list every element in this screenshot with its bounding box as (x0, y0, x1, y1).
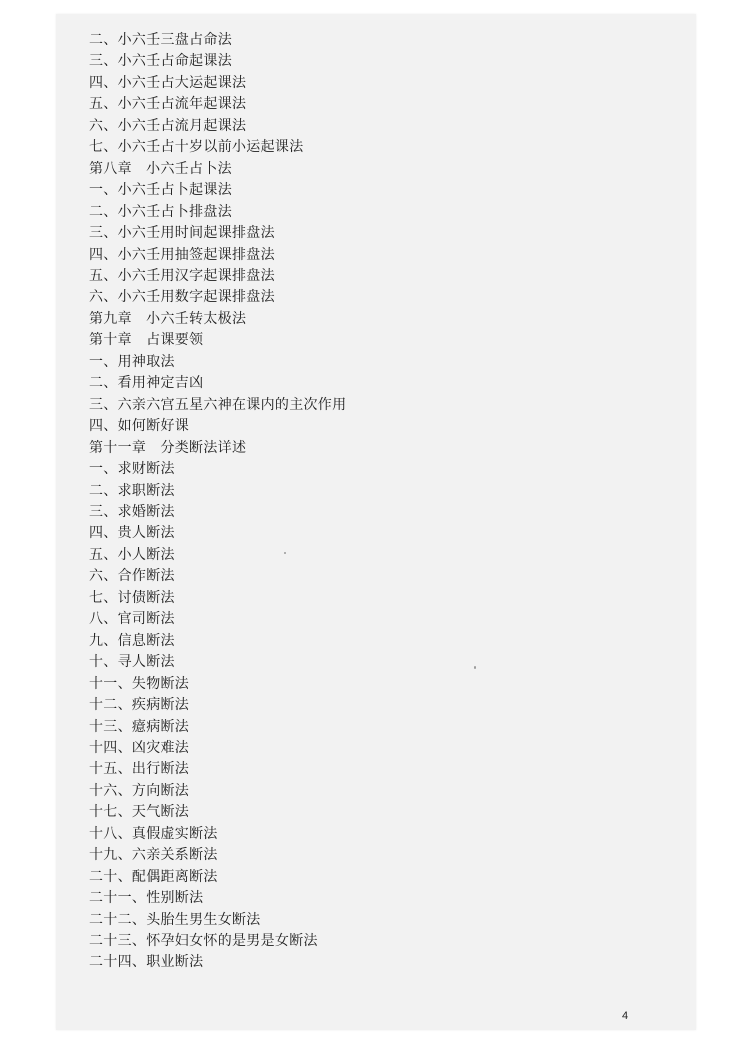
toc-section-item: 十九、六亲关系断法 (89, 847, 218, 864)
toc-section-item: 四、如何断好课 (89, 418, 190, 435)
toc-section-item: 二十一、性别断法 (89, 890, 204, 907)
toc-section-item: 十七、天气断法 (89, 804, 190, 821)
toc-section-item: 九、信息断法 (89, 632, 175, 649)
toc-section-item: 二十、配偶距离断法 (89, 868, 218, 885)
toc-section-item: 二、小六壬三盘占命法 (89, 32, 232, 48)
toc-section-item: 二十四、职业断法 (89, 954, 204, 971)
toc-section-item: 六、合作断法 (89, 568, 175, 585)
toc-section-item: 十五、出行断法 (89, 761, 190, 778)
toc-section-item: 四、小六壬占大运起课法 (89, 74, 247, 91)
toc-section-item: 十六、方向断法 (89, 782, 190, 799)
toc-chapter-heading: 第八章 小六壬占卜法 (89, 160, 232, 177)
toc-section-item: 三、小六壬占命起课法 (89, 53, 232, 70)
toc-section-item: 二十三、怀孕妇女怀的是男是女断法 (89, 933, 318, 950)
page-number: 4 (622, 1010, 629, 1022)
toc-section-item: 六、小六壬用数字起课排盘法 (89, 289, 275, 306)
toc-section-item: 三、小六壬用时间起课排盘法 (89, 225, 275, 242)
toc-chapter-heading: 第九章 小六壬转太极法 (89, 310, 247, 327)
toc-section-item: 二、小六壬占卜排盘法 (89, 203, 232, 220)
toc-section-item: 四、贵人断法 (89, 525, 175, 542)
toc-chapter-heading: 第十一章 分类断法详述 (89, 439, 247, 456)
toc-section-item: 五、小六壬用汉字起课排盘法 (89, 267, 275, 284)
toc-section-item: 三、六亲六宫五星六神在课内的主次作用 (89, 396, 347, 413)
toc-section-item: 三、求婚断法 (89, 503, 175, 520)
toc-section-item: 四、小六壬用抽签起课排盘法 (89, 246, 275, 263)
toc-section-item: 六、小六壬占流月起课法 (89, 117, 247, 134)
scan-speck (474, 666, 476, 669)
toc-section-item: 二十二、头胎生男生女断法 (89, 911, 261, 928)
toc-section-item: 十四、凶灾难法 (89, 739, 190, 756)
toc-section-item: 十、寻人断法 (89, 654, 175, 671)
toc-section-item: 二、求职断法 (89, 482, 175, 499)
toc-section-item: 二、看用神定吉凶 (89, 375, 204, 392)
toc-section-item: 五、小六壬占流年起课法 (89, 96, 247, 113)
toc-section-item: 七、讨债断法 (89, 589, 175, 606)
toc-section-item: 一、求财断法 (89, 461, 175, 478)
toc-section-item: 七、小六壬占十岁以前小运起课法 (89, 139, 304, 156)
toc-chapter-heading: 第十章 占课要领 (89, 332, 204, 349)
toc-section-item: 五、小人断法 (89, 546, 175, 563)
toc-section-item: 一、小六壬占卜起课法 (89, 182, 232, 199)
toc-section-item: 一、用神取法 (89, 353, 175, 370)
toc-section-item: 十二、疾病断法 (89, 697, 190, 714)
table-of-contents (89, 30, 346, 974)
toc-section-item: 十三、癔病断法 (89, 718, 190, 735)
toc-section-item: 十一、失物断法 (89, 675, 190, 692)
toc-section-item: 十八、真假虚实断法 (89, 825, 218, 842)
toc-section-item: 八、官司断法 (89, 611, 175, 628)
